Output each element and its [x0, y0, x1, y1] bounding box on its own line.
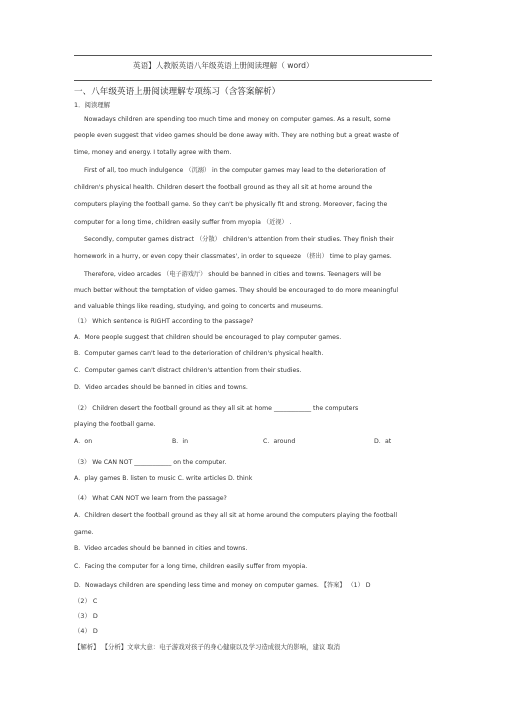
analysis-line: 【解析】 【分析】文章大意：电子游戏对孩子的身心健康以及学习造成很大的影响，建议 取消	[74, 643, 341, 651]
question-2-option-b: B．in	[172, 438, 189, 445]
header-rule-bottom	[74, 80, 432, 81]
passage-line: homework in a hurry, or even copy their classmates', in order to squeeze （挤出） time to play games.	[74, 253, 392, 260]
question-4-option-b: B．Video arcades should be banned in cities and towns.	[74, 545, 248, 552]
header-rule-top	[74, 55, 432, 56]
answer-line: （4） D	[74, 627, 98, 635]
question-4-option-c: C．Facing the computer for a long time, children easily suffer from myopia.	[74, 563, 308, 570]
section-title: 一、八年级英语上册阅读理解专项练习（含答案解析）	[74, 87, 281, 97]
answer-line: （3） D	[74, 612, 98, 620]
question-2-option-a: A．on	[74, 438, 93, 445]
question-2-stem-cont: playing the football game.	[74, 421, 156, 428]
passage-line: computers playing the football game. So they can't be physically fit and strong. Moreover, facing the	[74, 201, 388, 208]
question-1-option-a: A．More people suggest that children should be encouraged to play computer games.	[74, 334, 342, 341]
passage-line: Nowadays children are spending too much time and money on computer games. As a result, some	[84, 116, 391, 123]
passage-line: much better without the temptation of video games. They should be encouraged to do more meaningful	[74, 287, 399, 294]
question-heading: 1．阅读理解	[74, 101, 111, 109]
passage-line: First of all, too much indulgence （沉溺） in the computer games may lead to the deterioration of	[84, 167, 386, 174]
question-4-option-a: A．Children desert the football ground as they all sit at home around the computers playing the football	[74, 512, 398, 519]
question-1-stem: （1） Which sentence is RIGHT according to the passage?	[74, 318, 254, 325]
passage-line: Therefore, video arcades （电子游戏厅） should be banned in cities and towns. Teenagers will be	[84, 271, 381, 278]
passage-line: children's physical health. Children desert the football ground as they all sit at home around the	[74, 184, 373, 191]
question-1-option-c: C．Computer games can't distract children's attention from their studies.	[74, 367, 302, 374]
document-header-title: 英语】人教版英语八年级英语上册阅读理解（ word）	[133, 61, 314, 70]
question-2-stem: （2） Children desert the football ground as they all sit at home ____________ the computers	[74, 405, 359, 412]
question-2-option-d: D．at	[374, 438, 392, 445]
question-3-options: A．play games B. listen to music C. write articles D. think	[74, 475, 253, 482]
question-2-option-c: C．around	[263, 438, 296, 445]
passage-line: and valuable things like reading, studying, and going to concerts and museums.	[74, 303, 323, 310]
question-1-option-d: D．Video arcades should be banned in cities and towns.	[74, 384, 248, 391]
question-4-stem: （4） What CAN NOT we learn from the passage?	[74, 495, 227, 502]
question-4-option-a-cont: game.	[74, 529, 94, 536]
passage-line: Secondly, computer games distract （分散） children's attention from their studies. They finish their	[84, 236, 394, 243]
answer-line: （2） C	[74, 597, 98, 605]
passage-line: time, money and energy. I totally agree with them.	[74, 149, 232, 156]
question-3-stem: （3） We CAN NOT ____________ on the computer.	[74, 459, 227, 466]
question-4-option-d-answer: D．Nowadays children are spending less time and money on computer games. 【答案】 （1） D	[74, 582, 371, 589]
passage-line: people even suggest that video games should be done away with. They are nothing but a great waste of	[74, 132, 399, 139]
question-1-option-b: B．Computer games can't lead to the deterioration of children's physical health.	[74, 350, 324, 357]
passage-line: computer for a long time, children easily suffer from myopia （近视） .	[74, 219, 292, 226]
